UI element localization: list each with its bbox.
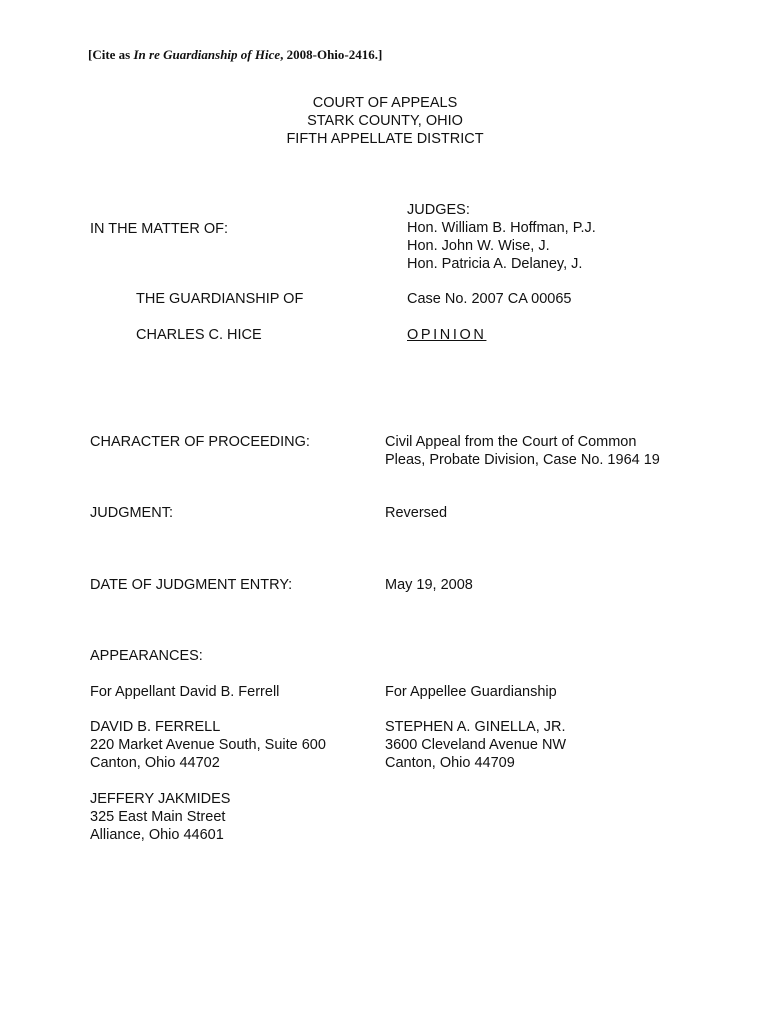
- judgment-value: Reversed: [385, 505, 448, 521]
- judge-1: Hon. William B. Hoffman, P.J.: [407, 220, 596, 236]
- judge-3: Hon. Patricia A. Delaney, J.: [407, 256, 583, 272]
- co-counsel-name: JEFFERY JAKMIDES: [90, 791, 231, 807]
- guardianship-label: THE GUARDIANSHIP OF: [136, 291, 304, 307]
- appellee-counsel-address: 3600 Cleveland Avenue NW: [385, 737, 567, 753]
- proceeding-line-2: Pleas, Probate Division, Case No. 1964 19: [385, 452, 660, 468]
- appellee-counsel-city: Canton, Ohio 44709: [385, 755, 515, 771]
- judges-label: JUDGES:: [407, 202, 470, 218]
- appearances-label: APPEARANCES:: [90, 648, 203, 664]
- entry-date-value: May 19, 2008: [385, 577, 473, 593]
- citation-case-name: In re Guardianship of Hice: [133, 47, 281, 62]
- entry-date-label: DATE OF JUDGMENT ENTRY:: [90, 577, 293, 593]
- appellant-header: For Appellant David B. Ferrell: [90, 684, 280, 700]
- court-name: COURT OF APPEALS: [312, 95, 458, 111]
- appellee-counsel-name: STEPHEN A. GINELLA, JR.: [385, 719, 566, 735]
- case-number: Case No. 2007 CA 00065: [407, 291, 572, 307]
- court-district: FIFTH APPELLATE DISTRICT: [286, 131, 484, 147]
- citation-suffix: , 2008-Ohio-2416.]: [280, 47, 383, 62]
- matter-label: IN THE MATTER OF:: [90, 221, 229, 237]
- court-county: STARK COUNTY, OHIO: [307, 113, 463, 129]
- proceeding-line-1: Civil Appeal from the Court of Common: [385, 434, 637, 450]
- appellant-counsel-city: Canton, Ohio 44702: [90, 755, 220, 771]
- citation: [88, 47, 382, 63]
- judgment-label: JUDGMENT:: [90, 505, 173, 521]
- appellant-counsel-name: DAVID B. FERRELL: [90, 719, 221, 735]
- co-counsel-city: Alliance, Ohio 44601: [90, 827, 224, 843]
- citation-prefix: [Cite as: [88, 47, 134, 62]
- proceeding-label: CHARACTER OF PROCEEDING:: [90, 434, 310, 450]
- co-counsel-address: 325 East Main Street: [90, 809, 226, 825]
- opinion-heading: OPINION: [407, 327, 487, 343]
- appellee-header: For Appellee Guardianship: [385, 684, 557, 700]
- appellant-counsel-address: 220 Market Avenue South, Suite 600: [90, 737, 326, 753]
- party-name: CHARLES C. HICE: [136, 327, 262, 343]
- judge-2: Hon. John W. Wise, J.: [407, 238, 550, 254]
